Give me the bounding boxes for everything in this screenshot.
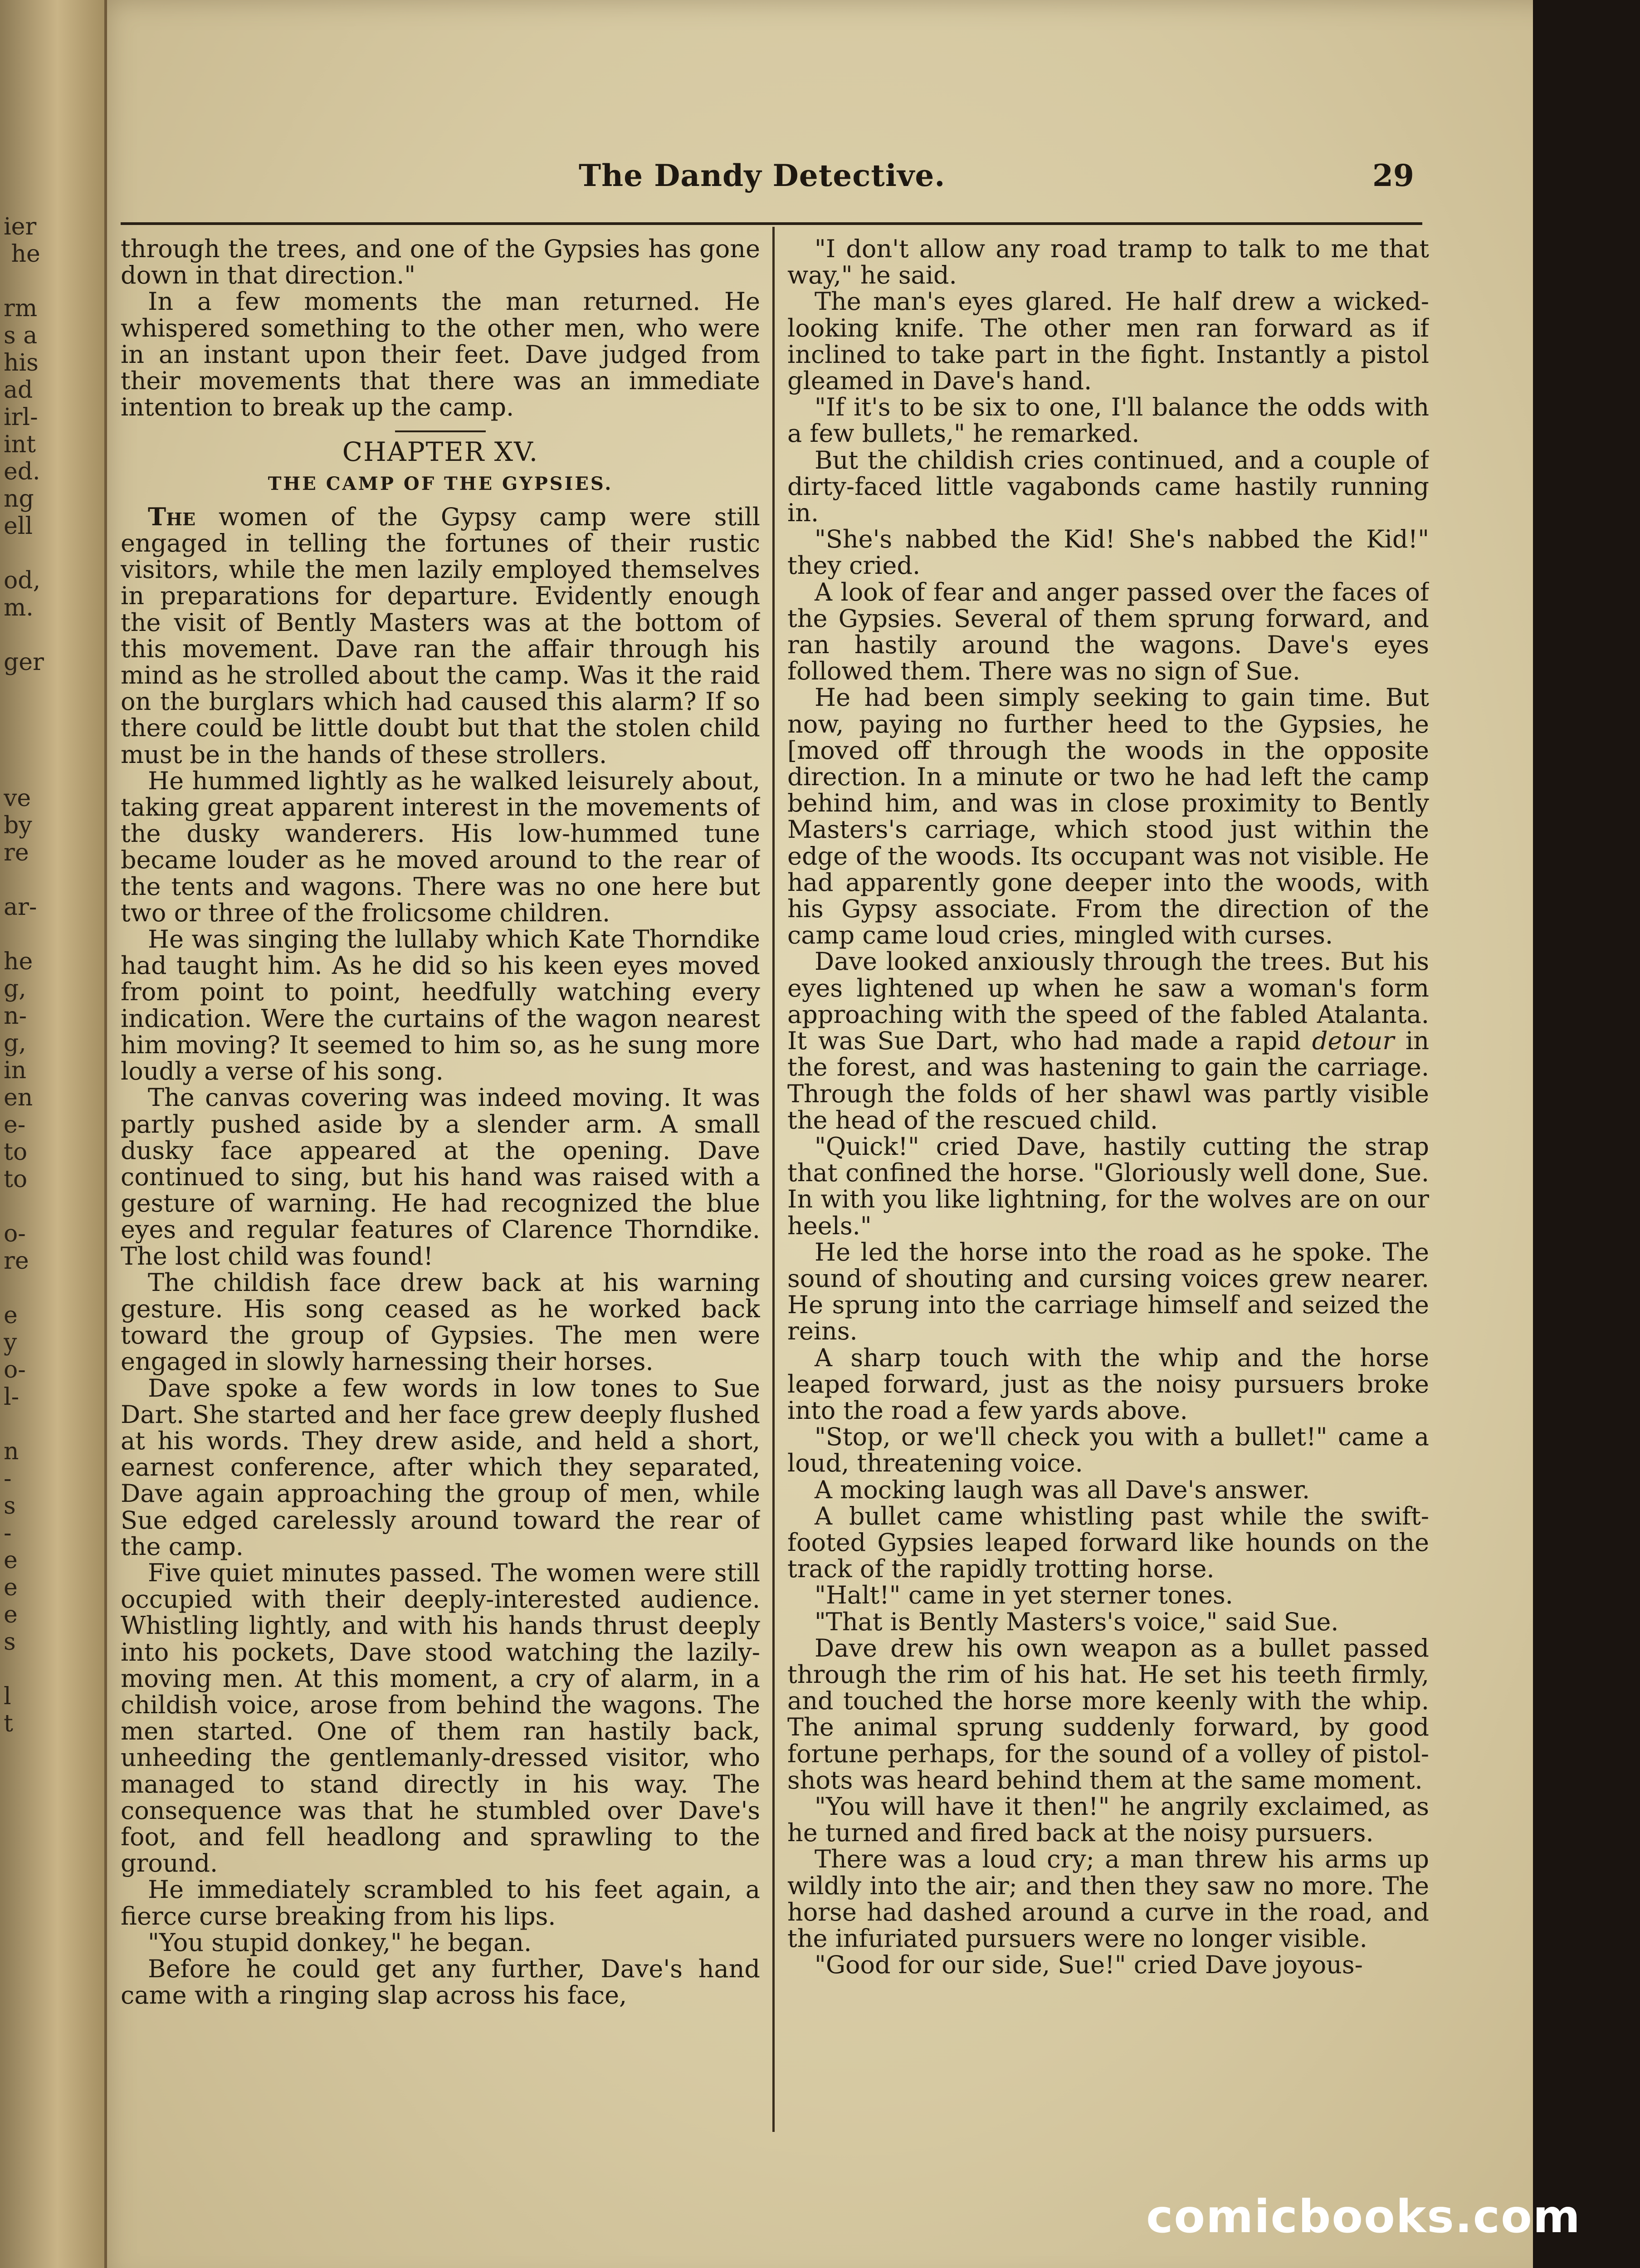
paragraph: through the trees, and one of the Gypsies has gone down in that direction." bbox=[121, 236, 760, 290]
paragraph: "Good for our side, Sue!" cried Dave joyous- bbox=[815, 1950, 1363, 1980]
paragraph: Dave spoke a few words in low tones to Sue Dart. She started and her face grew deeply flushed at his words. They drew aside, and held a short, earnest conference, after which they separated, Dave again approaching the group of men, while Sue edged carelessly around toward the rear of the camp. bbox=[121, 1374, 760, 1561]
paragraph: In a few moments the man returned. He whispered something to the other men, who were in an instant upon their feet. Dave judged from their movements that there was an immediate intention to break up the camp. bbox=[121, 287, 760, 422]
chapter-title: CHAPTER XV. bbox=[342, 436, 539, 468]
paragraph: Dave drew his own weapon as a bullet passed through the rim of his hat. He set his teeth firmly, and touched the horse more keenly with the whip. The animal sprung suddenly forward, by good fortune perhaps, for the sound of a volley of pistol-shots was heard behind them at the same moment. bbox=[787, 1633, 1429, 1794]
magazine-page bbox=[107, 0, 1586, 2268]
paragraph-text: women of the Gypsy camp were still engaged in telling the fortunes of their rustic visitors, while the men lazily employed themselves in preparations for departure. Evidently enough the visit of Bently Masters was at the bottom of this movement. Dave ran the affair through his mind as he strolled about the camp. Was it the raid on the burglars which had caused this alarm? If so there could be little doubt but that the stolen child must be in the hands of these strollers. bbox=[121, 502, 760, 769]
page-number: 29 bbox=[1372, 158, 1414, 193]
paragraph: There was a loud cry; a man threw his arms up wildly into the air; and then they saw no more. The horse had dashed around a curve in the road, and the infuriated pursuers were no longer visible. bbox=[787, 1845, 1429, 1953]
publication-title: The Dandy Detective. bbox=[579, 158, 946, 193]
paragraph: "You will have it then!" he angrily exclaimed, as he turned and fired back at the noisy pursuers. bbox=[787, 1792, 1429, 1848]
right-column bbox=[787, 236, 1429, 2118]
paragraph: "Quick!" cried Dave, hastily cutting the strap that confined the horse. "Gloriously well done, Sue. In with you like lightning, for the wolves are on our heels." bbox=[787, 1132, 1429, 1240]
paragraph: He immediately scrambled to his feet again, a fierce curse breaking from his lips. bbox=[121, 1875, 760, 1931]
left-column bbox=[121, 236, 760, 2118]
paragraph: "You stupid donkey," he began. bbox=[148, 1928, 532, 1957]
paragraph: "If it's to be six to one, I'll balance the odds with a few bullets," he remarked. bbox=[787, 393, 1429, 448]
paragraph: A sharp touch with the whip and the horse leaped forward, just as the noisy pursuers broke into the road a few yards above. bbox=[787, 1343, 1429, 1425]
paragraph: The man's eyes glared. He half drew a wicked-looking knife. The other men ran forward as if inclined to take part in the fight. Instantly a pistol gleamed in Dave's hand. bbox=[787, 287, 1429, 396]
binding-gutter bbox=[0, 0, 107, 2268]
paragraph: A bullet came whistling past while the swift-footed Gypsies leaped forward like hounds on the track of the rapidly trotting horse. bbox=[787, 1501, 1429, 1584]
paragraph: A look of fear and anger passed over the faces of the Gypsies. Several of them sprung forward, and ran hastily around the wagons. Dave's eyes followed them. There was no sign of Sue. bbox=[787, 577, 1429, 686]
paragraph: Before he could get any further, Dave's hand came with a ringing slap across his face, bbox=[121, 1955, 760, 2010]
paragraph bbox=[121, 503, 760, 768]
paragraph: "That is Bently Masters's voice," said Sue. bbox=[815, 1607, 1339, 1636]
paragraph: "She's nabbed the Kid! She's nabbed the Kid!" they cried. bbox=[787, 525, 1429, 580]
italic-word: detour bbox=[1312, 1026, 1395, 1056]
previous-page-fragments: ier he rm s a his ad irl- int ed. ng ell od, m. ger ve by re ar- he g, n- g, in en e- to to o- re e y o- l- n - s - e e e s l t bbox=[4, 213, 44, 1737]
paragraph: He led the horse into the road as he spoke. The sound of shouting and cursing voices grew nearer. He sprung into the carriage himself and seized the reins. bbox=[787, 1237, 1429, 1346]
paragraph: He was singing the lullaby which Kate Thorndike had taught him. As he did so his keen eyes moved from point to point, heedfully watching every indication. Were the curtains of the wagon nearest him moving? It seemed to him so, as he sung more loudly a verse of his song. bbox=[121, 925, 760, 1086]
paragraph: Five quiet minutes passed. The women were still occupied with their deeply-interested audience. Whistling lightly, and with his hands thrust deeply into his pockets, Dave stood watching the lazily-moving men. At this moment, a cry of alarm, in a childish voice, arose from behind the wagons. The men started. One of them ran hastily back, unheeding the gentlemanly-dressed visitor, who managed to stand directly in his way. The consequence was that he stumbled over Dave's foot, and fell headlong and sprawling to the ground. bbox=[121, 1558, 760, 1878]
chapter-subtitle: THE CAMP OF THE GYPSIES. bbox=[268, 473, 613, 494]
header-rule bbox=[121, 222, 1422, 225]
paragraph: "I don't allow any road tramp to talk to me that way," he said. bbox=[787, 236, 1429, 290]
paragraph: The childish face drew back at his warning gesture. His song ceased as he worked back toward the group of Gypsies. The men were engaged in slowly harnessing their horses. bbox=[121, 1268, 760, 1376]
paragraph: The canvas covering was indeed moving. It was partly pushed aside by a slender arm. A small dusky face appeared at the opening. Dave continued to sing, but his hand was raised with a gesture of warning. He had recognized the blue eyes and regular features of Clarence Thorndike. The lost child was found! bbox=[121, 1083, 760, 1271]
paragraph bbox=[787, 948, 1429, 1133]
page-edge-shadow bbox=[1533, 0, 1586, 2268]
paragraph: But the childish cries continued, and a couple of dirty-faced little vagabonds came hastily running in. bbox=[787, 445, 1429, 528]
paragraph: "Stop, or we'll check you with a bullet!" came a loud, threatening voice. bbox=[787, 1422, 1429, 1478]
paragraph: "Halt!" came in yet sterner tones. bbox=[815, 1581, 1233, 1610]
running-header bbox=[107, 150, 1586, 200]
watermark: comicbooks.com bbox=[1146, 2190, 1581, 2243]
paragraph-text: in the forest, and was hastening to gain the carriage. Through the folds of her shawl was partly visible the head of the rescued child. bbox=[787, 1026, 1429, 1134]
chapter-divider bbox=[395, 430, 486, 432]
paragraph-text: Dave looked anxiously through the trees. But his eyes lightened up when he saw a woman's form approaching with the speed of the fabled Atalanta. It was Sue Dart, who had made a rapid bbox=[787, 947, 1429, 1056]
paragraph: He had been simply seeking to gain time. But now, paying no further heed to the Gypsies, he [moved off through the woods in the opposite direction. In a minute or two he had left the camp behind him, and was in close proximity to Bently Masters's carriage, which stood just within the edge of the woods. Its occupant was not visible. He had apparently gone deeper into the woods, with his Gypsy associate. From the direction of the camp came loud cries, mingled with curses. bbox=[787, 683, 1429, 950]
paragraph: A mocking laugh was all Dave's answer. bbox=[815, 1475, 1310, 1504]
paragraph: He hummed lightly as he walked leisurely about, taking great apparent interest in the movements of the dusky wanderers. His low-hummed tune became louder as he moved around to the rear of the tents and wagons. There was no one here but two or three of the frolicsome children. bbox=[121, 766, 760, 927]
lead-word: The bbox=[148, 502, 196, 531]
column-divider bbox=[772, 227, 775, 2132]
